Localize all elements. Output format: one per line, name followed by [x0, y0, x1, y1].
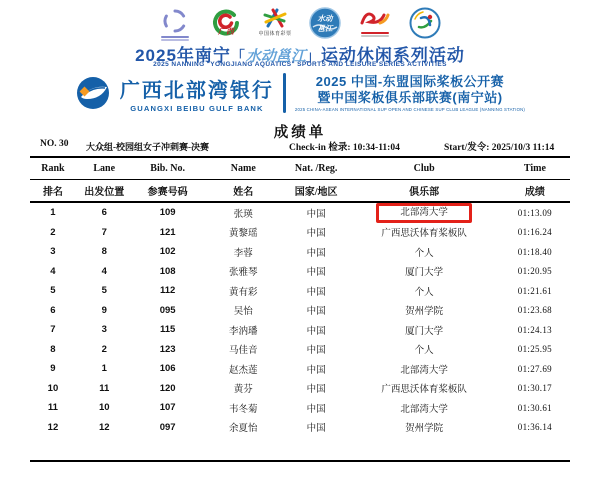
cell-lane: 4 — [101, 265, 107, 277]
cell-club: 贺州学院 — [405, 424, 444, 435]
cell-bib: 109 — [159, 207, 176, 219]
race-info-row — [0, 139, 600, 153]
cell-time: 01:24.13 — [517, 324, 552, 335]
cell-time: 01:21.61 — [517, 285, 552, 296]
table-row — [30, 379, 570, 399]
cell-name: 张瑛 — [233, 209, 253, 220]
cell-lane: 2 — [101, 343, 107, 355]
results-tbody — [30, 202, 570, 461]
cell-name: 黄芬 — [233, 385, 253, 396]
cell-time: 01:20.95 — [517, 266, 552, 277]
cell-time: 01:36.14 — [517, 422, 552, 433]
table-row — [30, 320, 570, 340]
cell-rank: 3 — [50, 246, 56, 258]
cell-bib: 095 — [159, 304, 176, 316]
event-name-line1: 2025 中国-东盟国际桨板公开赛 — [315, 74, 505, 90]
column-header-en-lane: Lane — [76, 157, 133, 180]
caption-bar — [361, 35, 389, 37]
svg-text:水动: 水动 — [317, 14, 333, 23]
race-number: NO. 30 — [40, 139, 69, 149]
sheet-title: 成绩单 — [273, 125, 327, 141]
column-header-en-bib: Bib. No. — [133, 157, 203, 180]
bank-name-en: GUANGXI BEIBU GULF BANK — [130, 103, 264, 113]
cell-nat: 中国 — [306, 424, 326, 435]
cell-name: 黄有彩 — [229, 287, 258, 298]
column-header-en-rank: Rank — [30, 157, 76, 180]
logo-strip — [0, 7, 600, 41]
cell-time: 01:25.95 — [517, 344, 552, 355]
cell-nat: 中国 — [306, 404, 326, 415]
svg-text:广西: 广西 — [218, 27, 234, 36]
table-row — [30, 359, 570, 379]
cell-name: 李汭璠 — [229, 326, 258, 337]
cell-rank: 9 — [50, 363, 56, 375]
results-table — [30, 156, 570, 462]
cell-nat: 中国 — [306, 268, 326, 279]
results-thead — [30, 157, 570, 202]
cell-club: 广西思沃体育桨板队 — [381, 385, 467, 396]
column-header-cn-name: 姓名 — [203, 180, 284, 203]
event-subtitle-en: 2025 NANNING "YONGJIANG AQUATICS" SPORTS AND LEISURE SERIES ACTIVITIES — [153, 61, 447, 68]
cell-time: 01:13.09 — [517, 207, 552, 218]
cell-bib: 115 — [160, 324, 176, 336]
cell-bib: 102 — [159, 246, 176, 258]
cell-nat: 中国 — [306, 248, 326, 259]
cell-nat: 中国 — [306, 346, 326, 357]
column-header-en-row — [30, 157, 570, 180]
cell-club: 厦门大学 — [405, 268, 444, 279]
yongjiang-aquatics-badge-icon — [307, 7, 343, 39]
cell-bib: 097 — [159, 421, 176, 433]
cell-lane: 9 — [101, 304, 107, 316]
cell-bib: 108 — [159, 265, 176, 277]
cell-nat: 中国 — [306, 229, 326, 240]
cell-club: 北部湾大学 — [400, 404, 448, 415]
column-header-cn-rank: 排名 — [30, 180, 76, 203]
cell-bib: 107 — [159, 402, 176, 414]
cell-nat: 中国 — [306, 365, 326, 376]
svg-text:邕江: 邕江 — [317, 24, 333, 33]
column-header-cn-nat: 国家/地区 — [284, 180, 349, 203]
cell-club: 个人 — [414, 346, 434, 357]
cell-bib: 112 — [160, 285, 176, 297]
cell-rank: 2 — [50, 226, 56, 238]
column-header-en-name: Name — [203, 157, 284, 180]
caption-bar — [361, 32, 389, 34]
cell-club: 个人 — [414, 287, 434, 298]
cell-rank: 4 — [50, 265, 56, 277]
column-header-cn-bib: 参赛号码 — [133, 180, 203, 203]
cell-club — [349, 202, 500, 223]
cell-nat: 中国 — [306, 326, 326, 337]
column-header-cn-row — [30, 180, 570, 203]
calligraphy-word: 水动邕江 — [245, 49, 306, 65]
start-time: Start/发令: 2025/10/3 11:14 — [444, 143, 555, 153]
cell-rank: 10 — [47, 382, 59, 394]
event-name-line2: 暨中国桨板俱乐部联赛(南宁站) — [317, 89, 503, 105]
cell-bib: 123 — [159, 343, 176, 355]
divider — [283, 73, 286, 113]
cell-name: 马佳音 — [229, 346, 258, 357]
cell-time: 01:16.24 — [517, 227, 552, 238]
cell-rank: 5 — [50, 285, 56, 297]
cell-name: 赵杰莲 — [229, 365, 258, 376]
lottery-caption: 中国体育彩票 — [258, 31, 292, 37]
cell-lane: 1 — [101, 363, 107, 375]
column-header-en-nat: Nat. /Reg. — [284, 157, 349, 180]
cell-name: 李蓉 — [233, 248, 253, 259]
cell-bib: 120 — [159, 382, 176, 394]
cell-lane: 8 — [101, 246, 107, 258]
column-header-cn-club: 俱乐部 — [349, 180, 500, 203]
cell-club: 广西思沃体育桨板队 — [381, 229, 467, 240]
cell-club: 贺州学院 — [405, 307, 444, 318]
event-main-title: 2025年南宁「水动邕江」运动休闲系列活动 — [135, 46, 465, 65]
china-sports-lottery-icon — [257, 7, 293, 37]
sup-open-event-icon — [357, 7, 393, 37]
table-row — [30, 223, 570, 243]
table-row — [30, 202, 570, 223]
table-row — [30, 301, 570, 321]
cell-rank: 11 — [47, 402, 58, 414]
cell-name: 韦冬菊 — [229, 404, 258, 415]
bank-name-cn: 广西北部湾银行 — [119, 79, 274, 102]
sponsor-event-row — [0, 73, 600, 113]
cell-rank: 6 — [50, 304, 56, 316]
cell-rank: 1 — [50, 207, 56, 219]
table-row — [30, 262, 570, 282]
cell-lane: 11 — [99, 382, 110, 394]
table-row — [30, 418, 570, 438]
cell-club: 个人 — [414, 248, 434, 259]
guangxi-sport-icon — [207, 7, 243, 37]
cell-club: 厦门大学 — [405, 326, 444, 337]
cell-time: 01:30.17 — [517, 383, 552, 394]
bank-logo-icon — [75, 75, 111, 111]
cell-nat: 中国 — [306, 209, 326, 220]
table-row — [30, 398, 570, 418]
cell-lane: 3 — [101, 324, 107, 336]
column-header-cn-lane: 出发位置 — [76, 180, 133, 203]
table-row — [30, 281, 570, 301]
cell-time: 01:23.68 — [517, 305, 552, 316]
column-header-en-time: Time — [500, 157, 570, 180]
cell-club: 北部湾大学 — [400, 365, 448, 376]
cell-nat: 中国 — [306, 307, 326, 318]
table-row — [30, 340, 570, 360]
cell-nat: 中国 — [306, 287, 326, 298]
event-name-en: 2025 CHINA-ASEAN INTERNATIONAL SUP OPEN AND CHINESE SUP CLUB LEAGUE (NANNING STATION) — [294, 106, 526, 112]
cell-bib: 121 — [159, 226, 176, 238]
checkin-time: Check-in 检录: 10:34-11:04 — [289, 143, 400, 153]
bank-name-block — [120, 74, 274, 113]
cell-time: 01:18.40 — [517, 246, 552, 257]
race-name: 大众组-校园组女子冲刺赛-决赛 — [86, 141, 209, 152]
cell-name: 余夏怡 — [229, 424, 258, 435]
cell-lane: 12 — [98, 421, 110, 433]
cell-lane: 5 — [101, 285, 107, 297]
cell-lane: 10 — [98, 402, 110, 414]
cell-bib: 106 — [159, 363, 176, 375]
column-header-en-club: Club — [349, 157, 500, 180]
cell-rank: 8 — [50, 343, 56, 355]
highlight-box: 北部湾大学 — [376, 203, 472, 223]
cell-lane: 6 — [101, 207, 107, 219]
cell-name: 张雅琴 — [229, 268, 258, 279]
sup-league-badge-icon — [407, 7, 443, 39]
table-bottom-border — [30, 437, 570, 461]
association-knot-icon — [157, 7, 193, 41]
table-row — [30, 242, 570, 262]
cell-name: 吴怡 — [233, 307, 253, 318]
caption-bar — [161, 36, 189, 38]
event-name-block — [295, 74, 525, 111]
cell-time: 01:30.61 — [517, 402, 552, 413]
cell-nat: 中国 — [306, 385, 326, 396]
cell-rank: 12 — [47, 421, 59, 433]
cell-time: 01:27.69 — [517, 363, 552, 374]
cell-rank: 7 — [50, 324, 56, 336]
column-header-cn-time: 成绩 — [500, 180, 570, 203]
cell-name: 黄黎瑶 — [229, 229, 258, 240]
cell-lane: 7 — [101, 226, 107, 238]
